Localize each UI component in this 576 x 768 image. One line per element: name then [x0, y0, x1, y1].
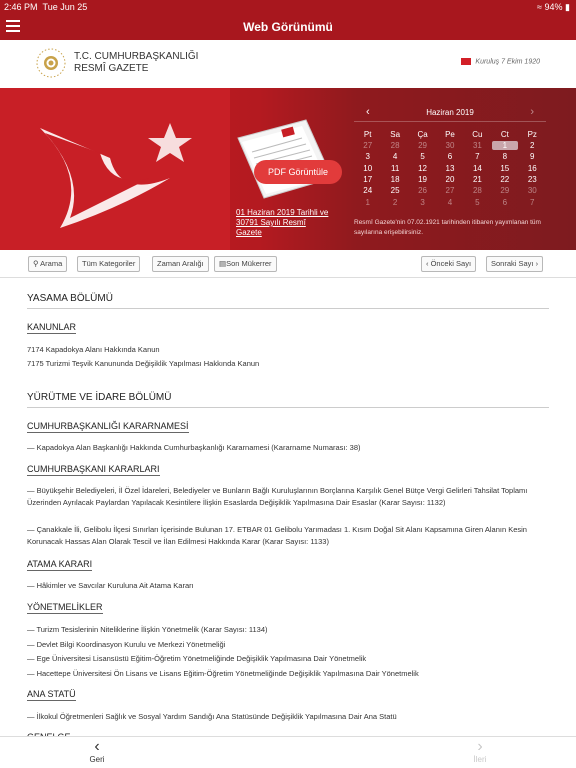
previous-issue-button[interactable]: ‹ Önceki Sayı [421, 256, 476, 272]
subsection-title: CUMHURBAŞKANI KARARLARI [27, 464, 160, 474]
subsection-title: ANA STATÜ [27, 689, 76, 699]
calendar-day[interactable]: 24 [363, 186, 373, 196]
chevron-left-icon: ‹ [426, 259, 429, 268]
subsection-title: KANUNLAR [27, 322, 77, 332]
calendar-note: Resmî Gazete'nin 07.02.1921 tarihinden itibaren yayımlanan tüm sayılarına erişebilirsiniz. [354, 219, 541, 236]
calendar-next-icon[interactable]: › [530, 106, 534, 118]
chevron-right-icon: › [535, 259, 539, 268]
calendar-day[interactable]: 7 [475, 152, 480, 162]
calendar-day[interactable]: 14 [472, 163, 482, 173]
gazette-content [0, 278, 576, 736]
calendar-day[interactable]: 29 [418, 141, 427, 151]
status-bar [0, 0, 576, 14]
calendar-prev-icon[interactable]: ‹ [366, 106, 370, 118]
calendar-day[interactable]: 16 [527, 163, 537, 173]
calendar-day[interactable]: 2 [530, 141, 535, 151]
calendar-day[interactable]: 5 [475, 197, 480, 207]
list-item[interactable]: — Çanakkale İli, Gelibolu İlçesi Sınırları İçerisinde Bulunan 17. ETBAR 01 Gelibolu Yarımadası 1. Kısım Doğal Sit Alanı Kapsamına Giren Alanın Kesin Korunacak Hassas Alan Olarak Tescil ve İlan Edilmesi Hakkında Karar (Karar Sayısı: 1133) [27, 525, 527, 546]
list-item[interactable]: — Büyükşehir Belediyeleri, İl Özel İdareleri, Belediyeler ve Bunların Bağlı Kuruluşlarının Borçlarına Karşılık Genel Bütçe Vergi Gelirleri Tahsilat Toplamı Üzerinden Ayrılacak Paylardan Yapılacak Kesintilere İlişkin Esaslarda Değişiklik Yapılmasına Dair Esaslar (Karar Sayısı: 1132) [27, 486, 528, 507]
categories-button[interactable]: Tüm Kategoriler [77, 256, 140, 272]
forward-label: İleri [473, 755, 487, 764]
list-item[interactable]: — Turizm Tesislerinin Niteliklerine İlişkin Yönetmelik (Karar Sayısı: 1134) [27, 625, 268, 634]
calendar-day[interactable]: 6 [447, 152, 453, 162]
calendar-header [354, 104, 546, 122]
nav-title: Web Görünümü [243, 20, 333, 34]
turkish-flag-icon [461, 58, 471, 65]
calendar-day[interactable]: 27 [445, 186, 455, 196]
list-item[interactable]: — İlkokul Öğretmenleri Sağlık ve Sosyal Yardım Sandığı Ana Statüsünde Değişiklik Yapılmasına Dair Ana Statü [27, 712, 397, 721]
search-button[interactable]: ⚲ Arama [28, 256, 67, 272]
calendar [354, 104, 546, 208]
date-range-button[interactable]: Zaman Aralığı [152, 256, 209, 272]
flag-background-icon [0, 88, 230, 250]
calendar-day[interactable]: 1 [491, 140, 518, 151]
calendar-weekday: Pe [445, 129, 455, 139]
calendar-day[interactable]: 6 [502, 197, 508, 207]
calendar-day[interactable]: 15 [500, 163, 510, 173]
calendar-day[interactable]: 27 [363, 141, 373, 151]
calendar-day[interactable]: 20 [445, 175, 455, 185]
hero-banner [0, 88, 576, 250]
calendar-day[interactable]: 4 [392, 152, 398, 162]
list-item[interactable]: — Devlet Bilgi Koordinasyon Kurulu ve Merkezi Yönetmeliği [27, 640, 226, 649]
pdf-view-button[interactable]: PDF Görüntüle [254, 160, 342, 184]
calendar-day[interactable]: 22 [500, 175, 510, 185]
calendar-day[interactable]: 21 [472, 175, 482, 185]
last-supplement-button[interactable]: ▤Son Mükerrer [214, 256, 277, 272]
calendar-day[interactable]: 2 [392, 197, 398, 207]
calendar-day[interactable]: 28 [390, 141, 400, 151]
calendar-month: Haziran 2019 [426, 108, 474, 117]
list-item[interactable]: 7174 Kapadokya Alanı Hakkında Kanun [27, 345, 160, 354]
calendar-day[interactable]: 17 [363, 175, 373, 185]
calendar-day[interactable]: 8 [502, 152, 508, 162]
calendar-day[interactable]: 4 [447, 197, 453, 207]
presidency-emblem-icon [36, 48, 66, 78]
calendar-day[interactable]: 7 [530, 197, 535, 207]
subsection-title: CUMHURBAŞKANLIĞI KARARNAMESİ [27, 421, 189, 431]
calendar-day[interactable]: 12 [418, 163, 427, 173]
calendar-day[interactable]: 9 [530, 152, 535, 162]
brand-name[interactable] [74, 51, 198, 75]
section-divider [27, 407, 549, 408]
header-logo-bar [0, 40, 576, 88]
calendar-day[interactable]: 25 [390, 186, 400, 196]
calendar-day[interactable]: 28 [472, 186, 482, 196]
chevron-left-icon: ‹ [94, 738, 100, 755]
calendar-day[interactable]: 29 [500, 186, 510, 196]
calendar-grid [354, 128, 546, 208]
search-icon: ⚲ [33, 259, 39, 268]
calendar-weekday: Cu [472, 129, 483, 139]
back-button[interactable] [84, 739, 110, 764]
battery-icon: ▮ [565, 2, 570, 12]
calendar-weekday: Ct [500, 129, 509, 139]
calendar-weekday: Pt [363, 129, 372, 139]
calendar-day[interactable]: 30 [445, 141, 455, 151]
section-title: YASAMA BÖLÜMÜ [27, 293, 113, 304]
calendar-day[interactable]: 26 [418, 186, 427, 196]
calendar-day[interactable]: 31 [472, 141, 482, 151]
subsection-title: ATAMA KARARI [27, 559, 93, 569]
brand-line-1: T.C. CUMHURBAŞKANLIĞI [74, 51, 199, 62]
calendar-day[interactable]: 3 [365, 152, 370, 162]
calendar-weekday: Ça [417, 129, 428, 139]
next-issue-button[interactable]: Sonraki Sayı › [486, 256, 543, 272]
calendar-day[interactable]: 10 [363, 163, 373, 173]
list-item[interactable]: — Hâkimler ve Savcılar Kuruluna Ait Atama Kararı [27, 581, 194, 590]
list-item[interactable]: — Ege Üniversitesi Lisansüstü Eğitim-Öğretim Yönetmeliğinde Değişiklik Yapılmasına Dair Yönetmelik [27, 654, 367, 663]
calendar-weekday: Sa [390, 129, 401, 139]
calendar-day[interactable]: 18 [390, 175, 400, 185]
calendar-day[interactable]: 13 [445, 163, 455, 173]
founding-date: Kuruluş 7 Ekim 1920 [461, 58, 540, 65]
back-label: Geri [89, 755, 105, 764]
chevron-right-icon: › [477, 738, 483, 755]
list-item[interactable]: — Kapadokya Alan Başkanlığı Hakkında Cumhurbaşkanlığı Kararnamesi (Kararname Numarası: 38) [27, 443, 361, 452]
wifi-icon: ≈ [537, 2, 542, 12]
section-title: YÜRÜTME VE İDARE BÖLÜMÜ [27, 392, 172, 403]
issue-link[interactable]: 01 Haziran 2019 Tarihli ve 30791 Sayılı Resmî Gazete [236, 208, 329, 237]
bottom-bar [0, 736, 576, 768]
list-item[interactable]: 7175 Turizmi Teşvik Kanununda Değişiklik Yapılması Hakkında Kanun [27, 359, 260, 368]
section-divider [27, 308, 549, 309]
calendar-day[interactable]: 3 [420, 197, 425, 207]
calendar-day[interactable]: 19 [418, 175, 427, 185]
brand-line-2: RESMÎ GAZETE [74, 63, 149, 74]
toolbar [0, 250, 576, 278]
subsection-title: YÖNETMELİKLER [27, 602, 103, 612]
status-battery: ≈ 94% ▮ [537, 2, 570, 12]
forward-button[interactable] [467, 739, 493, 764]
nav-bar [0, 14, 576, 40]
calendar-day[interactable]: 1 [365, 197, 370, 207]
calendar-day[interactable]: 11 [390, 163, 400, 173]
list-item[interactable]: — Hacettepe Üniversitesi Ön Lisans ve Lisans Eğitim-Öğretim Yönetmeliğinde Değişiklik Yapılmasına Dair Yönetmelik [27, 669, 419, 678]
calendar-day[interactable]: 30 [527, 186, 537, 196]
document-icon: ▤ [219, 259, 227, 268]
calendar-day[interactable]: 23 [527, 175, 537, 185]
status-time-date: 2:46 PM Tue Jun 25 [4, 2, 88, 12]
calendar-weekday: Pz [527, 129, 537, 139]
calendar-day[interactable]: 5 [420, 152, 425, 162]
